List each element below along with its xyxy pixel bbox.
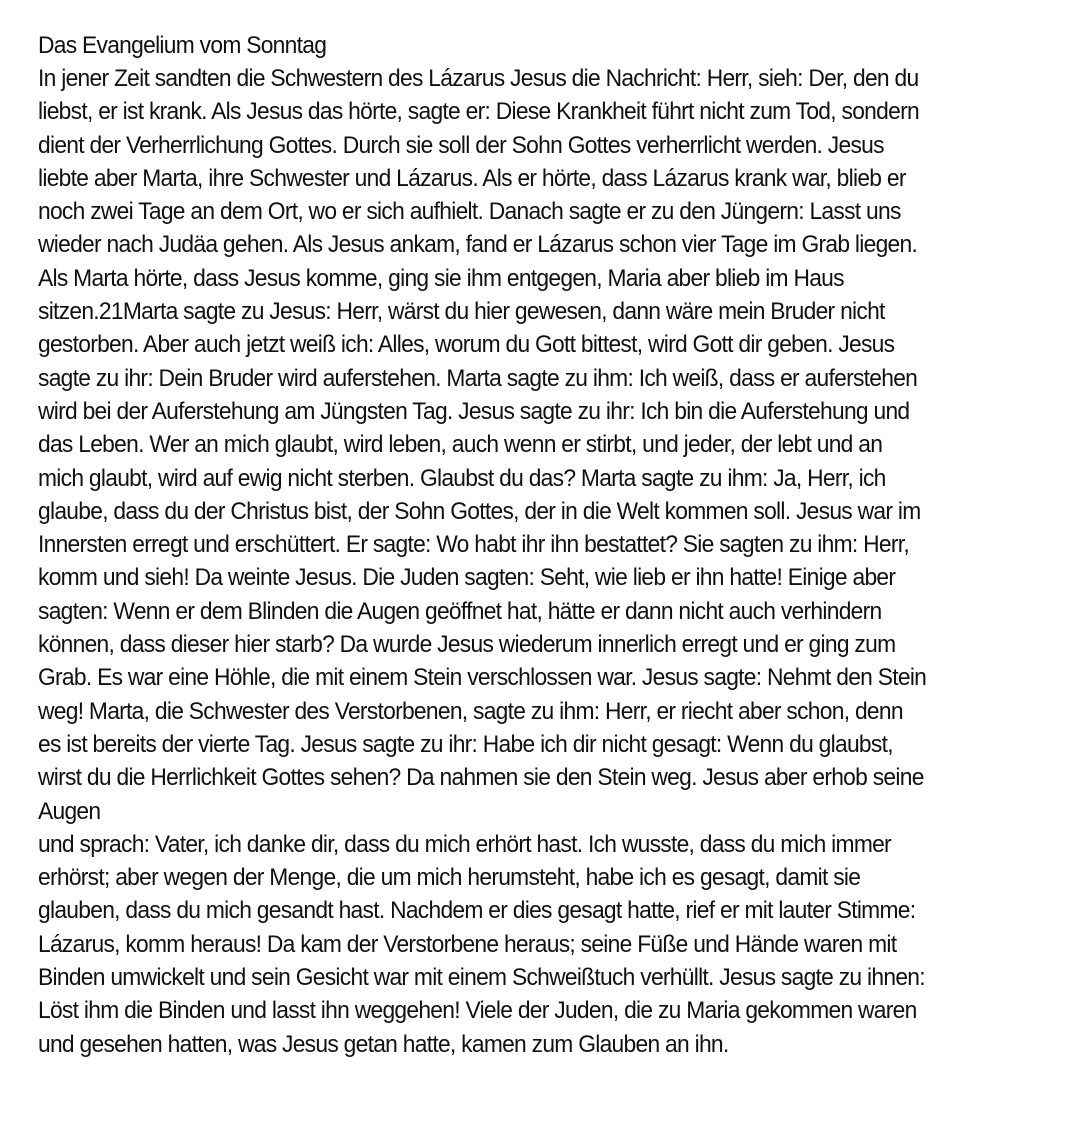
text-line: komm und sieh! Da weinte Jesus. Die Juden sagten: Seht, wie lieb er ihn hatte! Einige aber bbox=[38, 564, 896, 592]
document-title: Das Evangelium vom Sonntag bbox=[38, 32, 327, 59]
text-line: Lázarus, komm heraus! Da kam der Verstorbene heraus; seine Füße und Hände waren mit bbox=[38, 930, 897, 958]
text-line: dient der Verherrlichung Gottes. Durch sie soll der Sohn Gottes verherrlicht werden. Jesus bbox=[38, 131, 884, 159]
text-line: das Leben. Wer an mich glaubt, wird leben, auch wenn er stirbt, und jeder, der lebt und an bbox=[38, 431, 883, 459]
text-line: Innersten erregt und erschüttert. Er sagte: Wo habt ihr ihn bestattet? Sie sagten zu ihm: Herr, bbox=[38, 531, 909, 559]
text-line: In jener Zeit sandten die Schwestern des Lázarus Jesus die Nachricht: Herr, sieh: Der, den du bbox=[38, 65, 919, 92]
text-line: und gesehen hatten, was Jesus getan hatte, kamen zum Glauben an ihn. bbox=[38, 1030, 729, 1058]
text-line: sitzen.21Marta sagte zu Jesus: Herr, wärst du hier gewesen, dann wäre mein Bruder nicht bbox=[38, 298, 885, 326]
text-line: mich glaubt, wird auf ewig nicht sterben. Glaubst du das? Marta sagte zu ihm: Ja, Herr, ich bbox=[38, 464, 886, 492]
text-line: sagten: Wenn er dem Blinden die Augen geöffnet hat, hätte er dann nicht auch verhindern bbox=[38, 597, 882, 625]
text-line: wirst du die Herrlichkeit Gottes sehen? Da nahmen sie den Stein weg. Jesus aber erhob seine bbox=[38, 764, 924, 792]
text-line: wird bei der Auferstehung am Jüngsten Tag. Jesus sagte zu ihr: Ich bin die Auferstehung und bbox=[38, 397, 910, 425]
text-line: erhörst; aber wegen der Menge, die um mich herumsteht, habe ich es gesagt, damit sie bbox=[38, 864, 861, 892]
text-line: Grab. Es war eine Höhle, die mit einem Stein verschlossen war. Jesus sagte: Nehmt den Stein bbox=[38, 664, 927, 692]
text-line: wieder nach Judäa gehen. Als Jesus ankam, fand er Lázarus schon vier Tage im Grab liegen. bbox=[38, 231, 918, 259]
text-line: weg! Marta, die Schwester des Verstorbenen, sagte zu ihm: Herr, er riecht aber schon, denn bbox=[38, 697, 903, 725]
text-line: es ist bereits der vierte Tag. Jesus sagte zu ihr: Habe ich dir nicht gesagt: Wenn du glaubst, bbox=[38, 730, 893, 758]
text-line: können, dass dieser hier starb? Da wurde Jesus wiederum innerlich erregt und er ging zum bbox=[38, 631, 896, 659]
text-line: noch zwei Tage an dem Ort, wo er sich aufhielt. Danach sagte er zu den Jüngern: Lasst uns bbox=[38, 198, 901, 226]
text-line: glauben, dass du mich gesandt hast. Nachdem er dies gesagt hatte, rief er mit lauter Stimme: bbox=[38, 897, 916, 925]
document-page bbox=[38, 29, 998, 1061]
text-line: gestorben. Aber auch jetzt weiß ich: Alles, worum du Gott bittest, wird Gott dir geben. Jesus bbox=[38, 331, 895, 359]
text-line: liebte aber Marta, ihre Schwester und Lázarus. Als er hörte, dass Lázarus krank war, blieb er bbox=[38, 164, 906, 192]
text-line: und sprach: Vater, ich danke dir, dass du mich erhört hast. Ich wusste, dass du mich immer bbox=[38, 830, 891, 858]
text-line: glaube, dass du der Christus bist, der Sohn Gottes, der in die Welt kommen soll. Jesus war im bbox=[38, 497, 921, 525]
text-line: sagte zu ihr: Dein Bruder wird auferstehen. Marta sagte zu ihm: Ich weiß, dass er auferstehen bbox=[38, 364, 918, 392]
text-line: Löst ihm die Binden und lasst ihn weggehen! Viele der Juden, die zu Maria gekommen waren bbox=[38, 997, 917, 1025]
text-line: Als Marta hörte, dass Jesus komme, ging sie ihm entgegen, Maria aber blieb im Haus bbox=[38, 264, 844, 292]
text-line: Binden umwickelt und sein Gesicht war mit einem Schweißtuch verhüllt. Jesus sagte zu ihnen: bbox=[38, 964, 925, 992]
text-line: Augen bbox=[38, 797, 101, 825]
document-body bbox=[38, 62, 998, 1061]
text-line: liebst, er ist krank. Als Jesus das hörte, sagte er: Diese Krankheit führt nicht zum Tod, sondern bbox=[38, 98, 919, 126]
